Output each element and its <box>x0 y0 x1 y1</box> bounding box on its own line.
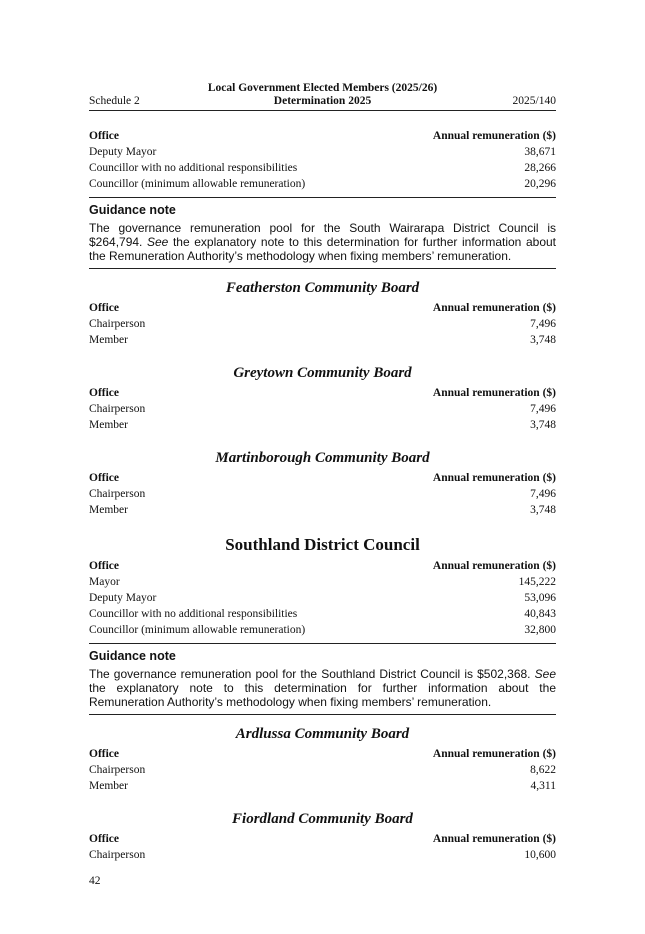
amount-cell: 28,266 <box>524 162 556 174</box>
office-column-header: Office <box>89 560 120 572</box>
guidance-see: See <box>147 235 169 249</box>
southland-table <box>89 558 556 638</box>
office-cell: Chairperson <box>89 488 146 500</box>
amount-cell: 8,622 <box>530 764 556 776</box>
amount-column-header: Annual remuneration ($) <box>432 560 556 572</box>
amount-cell: 20,296 <box>524 178 556 190</box>
office-cell: Member <box>89 334 128 346</box>
office-cell: Member <box>89 780 128 792</box>
guidance-text-part: The governance remuneration pool for the South Wairarapa District Council is $264,794. <box>89 221 556 249</box>
section-rule <box>89 714 556 715</box>
office-column-header: Office <box>89 387 120 399</box>
page-number: 42 <box>89 875 101 887</box>
council-title-southland: Southland District Council <box>225 535 420 554</box>
office-cell: Chairperson <box>89 318 146 330</box>
guidance-text-part: The governance remuneration pool for the Southland District Council is $502,368. <box>89 667 535 681</box>
office-cell: Councillor (minimum allowable remuneration) <box>89 178 306 190</box>
amount-cell: 7,496 <box>530 488 556 500</box>
amount-cell: 3,748 <box>530 504 556 516</box>
table-row <box>89 847 556 863</box>
amount-cell: 38,671 <box>524 146 556 158</box>
header-instrument-number: 2025/140 <box>512 95 556 107</box>
section-rule <box>89 197 556 198</box>
board-title-greytown: Greytown Community Board <box>233 365 412 381</box>
guidance-note-southland <box>89 649 556 709</box>
office-cell: Chairperson <box>89 764 146 776</box>
board-title-martinborough: Martinborough Community Board <box>215 450 430 466</box>
south-wairarapa-table <box>89 128 556 192</box>
office-cell: Councillor (minimum allowable remuneration) <box>89 624 306 636</box>
table-row <box>89 316 556 332</box>
amount-column-header: Annual remuneration ($) <box>432 387 556 399</box>
board-title-featherston: Featherston Community Board <box>225 280 420 296</box>
table-row <box>89 778 556 794</box>
table-row <box>89 606 556 622</box>
guidance-text-part: the explanatory note to this determination for further information about the Remuneration Authority’s methodology when fixing members’ remuneration. <box>89 235 556 263</box>
section-rule <box>89 268 556 269</box>
office-column-header: Office <box>89 748 120 760</box>
amount-cell: 40,843 <box>524 608 556 620</box>
office-cell: Councillor with no additional responsibilities <box>89 162 298 174</box>
guidance-note-title: Guidance note <box>89 649 176 663</box>
guidance-note-title: Guidance note <box>89 203 176 217</box>
amount-cell: 145,222 <box>518 576 556 588</box>
table-row <box>89 160 556 176</box>
table-row <box>89 401 556 417</box>
office-cell: Member <box>89 504 128 516</box>
table-row <box>89 590 556 606</box>
fiordland-table <box>89 831 556 863</box>
amount-column-header: Annual remuneration ($) <box>432 130 556 142</box>
section-rule <box>89 643 556 644</box>
guidance-note-south-wairarapa <box>89 203 556 263</box>
ardlussa-table <box>89 746 556 794</box>
table-row <box>89 417 556 433</box>
amount-cell: 32,800 <box>524 624 556 636</box>
table-row <box>89 574 556 590</box>
office-cell: Deputy Mayor <box>89 592 157 604</box>
guidance-text-part: the explanatory note to this determination for further information about the Remuneration Authority’s methodology when fixing members’ remuneration. <box>89 681 556 709</box>
amount-cell: 7,496 <box>530 318 556 330</box>
office-cell: Chairperson <box>89 403 146 415</box>
amount-column-header: Annual remuneration ($) <box>432 302 556 314</box>
amount-cell: 3,748 <box>530 334 556 346</box>
office-cell: Chairperson <box>89 849 146 861</box>
amount-cell: 3,748 <box>530 419 556 431</box>
table-row <box>89 502 556 518</box>
guidance-see: See <box>534 667 556 681</box>
amount-cell: 10,600 <box>524 849 556 861</box>
amount-column-header: Annual remuneration ($) <box>432 833 556 845</box>
table-row <box>89 144 556 160</box>
board-title-fiordland: Fiordland Community Board <box>232 811 413 827</box>
header-schedule: Schedule 2 <box>89 95 140 107</box>
amount-cell: 7,496 <box>530 403 556 415</box>
document-page <box>89 0 556 863</box>
table-row <box>89 332 556 348</box>
amount-cell: 4,311 <box>530 780 556 792</box>
header-title-line2: Determination 2025 <box>273 95 372 107</box>
office-column-header: Office <box>89 472 120 484</box>
greytown-table <box>89 385 556 433</box>
header-rule <box>89 110 556 111</box>
table-row <box>89 486 556 502</box>
table-row <box>89 762 556 778</box>
guidance-note-text <box>89 667 556 709</box>
table-row <box>89 176 556 192</box>
office-cell: Councillor with no additional responsibilities <box>89 608 298 620</box>
martinborough-table <box>89 470 556 518</box>
table-row <box>89 622 556 638</box>
amount-column-header: Annual remuneration ($) <box>432 748 556 760</box>
office-column-header: Office <box>89 130 120 142</box>
running-header <box>89 0 556 112</box>
guidance-note-text <box>89 221 556 263</box>
header-title-line1: Local Government Elected Members (2025/26) <box>207 82 438 94</box>
office-cell: Deputy Mayor <box>89 146 157 158</box>
amount-cell: 53,096 <box>524 592 556 604</box>
office-column-header: Office <box>89 833 120 845</box>
office-column-header: Office <box>89 302 120 314</box>
featherston-table <box>89 300 556 348</box>
office-cell: Member <box>89 419 128 431</box>
office-cell: Mayor <box>89 576 120 588</box>
amount-column-header: Annual remuneration ($) <box>432 472 556 484</box>
board-title-ardlussa: Ardlussa Community Board <box>235 726 410 742</box>
